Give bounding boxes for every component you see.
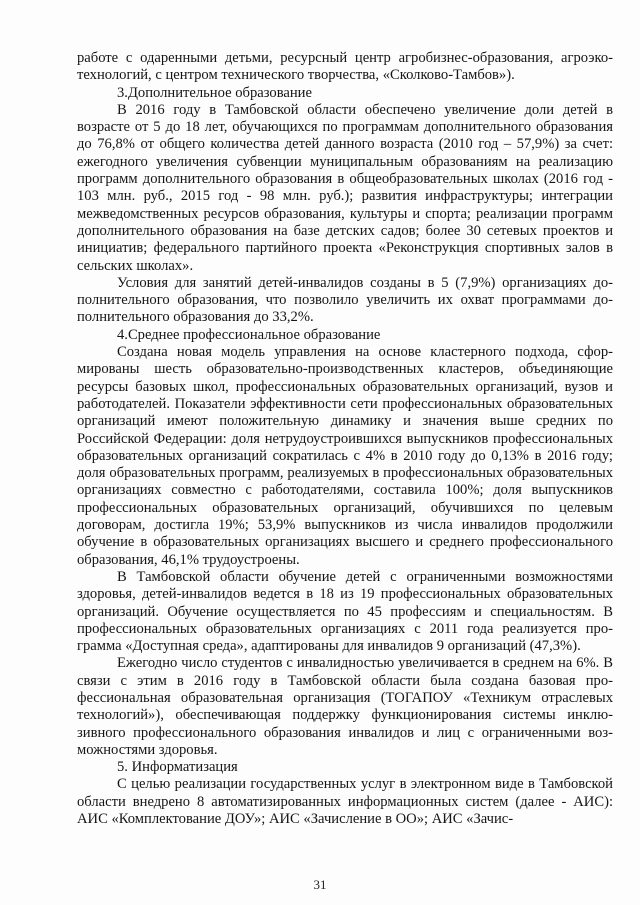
section-heading-vocational-education: 4.Среднее профессиональное образование <box>117 326 381 343</box>
page-number: 31 <box>313 877 327 891</box>
paragraph-cluster-model: Создана новая модель управления на основе кластерного подхода, сформированы шесть образовательно-производственных кластеров, объединяющие ресурсы базовых школ, профессиональных образовательных организаций, вузов и работодателей. Показатели эффективности сети профессиональных образовательных организаций имеют положительную динамику и значения выше средних по Российской Федерации: доля нетрудоустроившихся выпускников профессиональных образовательных организаций сократилась с 4% в 2010 году до 0,13% в 2016 году; доля образовательных программ, реализуемых в профессиональных образовательных организациях совместно с работодателями, составила 100%; доля выпускников профессиональных образовательных организаций, обучившихся по целевым договорам, достигла 19%; 53,9% выпускников из числа инвалидов продолжили обучение в образовательных организациях высшего и среднего профессионального образования, 46,1% трудоустроены. <box>77 344 613 568</box>
document-body <box>77 50 613 828</box>
paragraph-limited-abilities-training: В Тамбовской области обучение детей с ограниченными возможностями здоровья, детей-инвалидов ведется в 18 из 19 профессиональных образовательных организаций. Обучение осуществляется по 45 профессиям и специальностям. В профессиональных образовательных организациях с 2011 года реализуется программа «Доступная среда», адаптированы для инвалидов 9 организаций (47,3%). <box>77 568 613 655</box>
paragraph-information-systems: С целью реализации государственных услуг в электронном виде в Тамбовской области внедрено 8 автоматизированных информационных систем (далее - АИС): АИС «Комплектование ДОУ»; АИС «Зачисление в ОО»; АИС «Зачис- <box>77 776 613 828</box>
paragraph-continuation: работе с одаренными детьми, ресурсный центр агробизнес-образования, агроэкотехнологий, с центром технического творчества, «Сколково-Тамбов»). <box>77 50 613 84</box>
section-heading-informatization: 5. Информатизация <box>117 759 238 776</box>
paragraph-students-with-disabilities: Ежегодно число студентов с инвалидностью увеличивается в среднем на 6%. В связи с этим в 2016 году в Тамбовской области была создана базовая профессиональная образовательная организация (ТОГАПОУ «Техникум отраслевых технологий»), обеспечивающая поддержку функционирования системы инклюзивного профессионального образования инвалидов и лиц с ограниченными возможностями здоровья. <box>77 655 613 758</box>
paragraph-disabled-children-conditions: Условия для занятий детей-инвалидов созданы в 5 (7,9%) организациях дополнительного образования, что позволило увеличить их охват программами дополнительного образования до 33,2%. <box>77 274 613 326</box>
section-heading-additional-education: 3.Дополнительное образование <box>117 84 312 101</box>
paragraph-additional-education-coverage: В 2016 году в Тамбовской области обеспечено увеличение доли детей в возрасте от 5 до 18 лет, обучающихся по программам дополнительного образования до 76,8% от общего количества детей данного возраста (2010 год – 57,9%) за счет: ежегодного увеличения субвенции муниципальным образованиям на реализацию программ дополнительного образования в общеобразовательных школах (2016 год - 103 млн. руб., 2015 год - 98 млн. руб.); развития инфраструктуры; интеграции межведомственных ресурсов образования, культуры и спорта; реализации программ дополнительного образования на базе детских садов; более 30 сетевых проектов и инициатив; федерального партийного проекта «Реконструкция спортивных залов в сельских школах». <box>77 101 613 274</box>
